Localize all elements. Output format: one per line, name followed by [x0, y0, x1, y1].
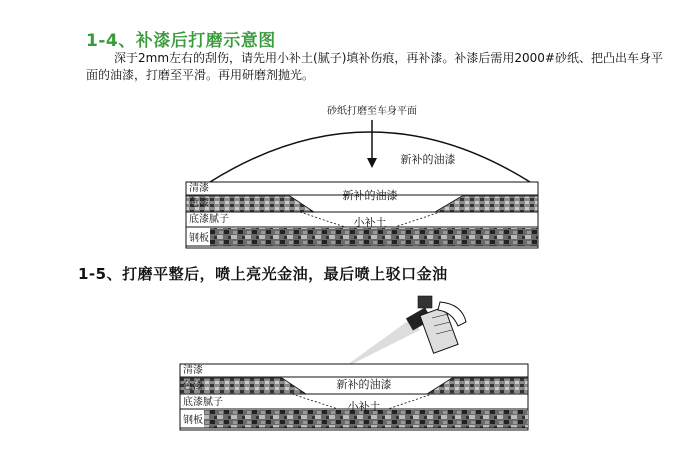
putty-label: 小补土: [353, 216, 387, 229]
section-1-title: 1-4、补漆后打磨示意图: [86, 31, 276, 51]
section-2-title: 1-5、打磨平整后，喷上亮光金油，最后喷上驳口金油: [78, 265, 448, 283]
layer2-label-steel: 钢板: [183, 415, 203, 426]
layer-label-primer-putty: 底漆腻子: [189, 214, 229, 225]
layer-label-colorcoat: 色漆: [189, 198, 209, 209]
sanding-label: 砂纸打磨至车身平面: [327, 106, 417, 117]
new-paint-label: 新补的油漆: [342, 189, 398, 202]
new-paint-label-2: 新补的油漆: [336, 378, 392, 391]
steel-plate: [210, 228, 538, 246]
section-1-paragraph-text: 深于2mm左右的刮伤，请先用小补土(腻子)填补伤痕，再补漆。补漆后需用2000#砂纸、把凸出车身平面的油漆，打磨至平滑。再用研磨剂抛光。: [86, 51, 663, 82]
layer-label-steel: 钢板: [189, 233, 209, 244]
layer2-label-colorcoat: 色漆: [183, 381, 203, 392]
diagram-1: [186, 104, 538, 248]
bulge-label: 新补的油漆: [400, 153, 456, 166]
spray-gun-icon: [340, 296, 466, 370]
layer2-label-clearcoat: 清漆: [183, 365, 203, 376]
layer2-label-primer-putty: 底漆腻子: [183, 397, 223, 408]
paint-bulge-arc: [210, 132, 530, 182]
layer-label-clearcoat: 清漆: [189, 183, 209, 194]
arrow-head-icon: [367, 158, 377, 168]
diagram-2: [180, 363, 528, 430]
putty-label-2: 小补土: [347, 400, 381, 413]
